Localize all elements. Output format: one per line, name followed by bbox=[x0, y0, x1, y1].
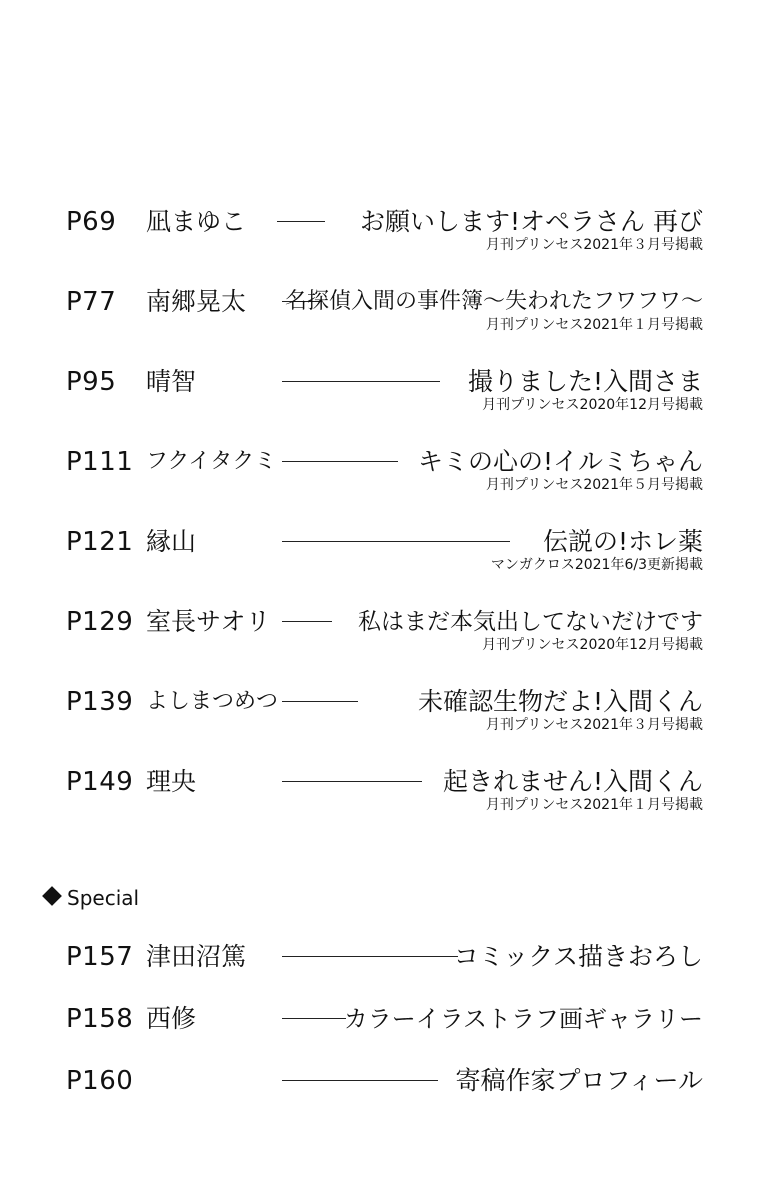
page-number: P77 bbox=[66, 287, 117, 317]
story-title: 未確認生物だよ!入間くん bbox=[417, 687, 703, 716]
page-number: P157 bbox=[66, 942, 134, 972]
story-title: 撮りました!入間さま bbox=[467, 367, 703, 396]
leader-line bbox=[282, 541, 510, 542]
author-name: フクイタクミ bbox=[146, 449, 277, 474]
author-name: 晴智 bbox=[146, 367, 197, 396]
publication-note: 月刊プリンセス2020年12月号掲載 bbox=[482, 397, 703, 413]
story-title: コミックス描きおろし bbox=[453, 942, 703, 971]
page-number: P158 bbox=[66, 1004, 134, 1034]
author-name: 縁山 bbox=[146, 527, 197, 556]
toc-entry bbox=[0, 687, 777, 767]
special-label: Special bbox=[67, 886, 140, 910]
page-number: P111 bbox=[66, 447, 134, 477]
author-name: 理央 bbox=[146, 767, 197, 796]
publication-note: 月刊プリンセス2021年３月号掲載 bbox=[485, 237, 703, 253]
special-section-heading bbox=[40, 884, 139, 912]
leader-line bbox=[282, 781, 422, 782]
author-name: よしまつめつ bbox=[146, 689, 279, 714]
publication-note: 月刊プリンセス2021年１月号掲載 bbox=[485, 797, 703, 813]
author-name: 西修 bbox=[146, 1004, 197, 1033]
story-title: キミの心の!イルミちゃん bbox=[417, 447, 703, 476]
leader-line bbox=[282, 1018, 346, 1019]
publication-note: マンガクロス2021年6/3更新掲載 bbox=[490, 557, 703, 573]
leader-line bbox=[282, 1080, 438, 1081]
page-number: P69 bbox=[66, 207, 117, 237]
publication-note: 月刊プリンセス2021年１月号掲載 bbox=[485, 317, 703, 333]
toc-entry bbox=[0, 447, 777, 527]
story-title: 名探偵入間の事件簿～失われたフワフワ～ bbox=[284, 289, 703, 314]
special-entry bbox=[0, 1066, 777, 1146]
toc-entry bbox=[0, 527, 777, 607]
diamond-icon bbox=[42, 886, 62, 906]
page-number: P149 bbox=[66, 767, 134, 797]
author-name: 凪まゆこ bbox=[146, 207, 247, 236]
page-number: P95 bbox=[66, 367, 117, 397]
page-number: P139 bbox=[66, 687, 134, 717]
story-title: 寄稿作家プロフィール bbox=[455, 1066, 703, 1095]
toc-entry bbox=[0, 767, 777, 847]
story-title: 私はまだ本気出してないだけです bbox=[358, 609, 703, 635]
story-title: お願いします!オペラさん 再び bbox=[360, 207, 703, 236]
toc-entry bbox=[0, 607, 777, 687]
publication-note: 月刊プリンセス2020年12月号掲載 bbox=[482, 637, 703, 653]
page-number: P129 bbox=[66, 607, 134, 637]
author-name: 南郷晃太 bbox=[146, 287, 247, 316]
story-title: 伝説の!ホレ薬 bbox=[542, 527, 703, 556]
story-title: カラーイラストラフ画ギャラリー bbox=[343, 1005, 703, 1033]
leader-line bbox=[282, 701, 358, 702]
publication-note: 月刊プリンセス2021年５月号掲載 bbox=[485, 477, 703, 493]
story-title: 起きれません!入間くん bbox=[442, 767, 703, 796]
leader-line bbox=[282, 621, 332, 622]
leader-line bbox=[282, 956, 458, 957]
page-number: P121 bbox=[66, 527, 134, 557]
author-name: 津田沼篤 bbox=[146, 942, 247, 971]
leader-line bbox=[282, 461, 398, 462]
toc-entry bbox=[0, 287, 777, 367]
leader-line bbox=[282, 381, 440, 382]
publication-note: 月刊プリンセス2021年３月号掲載 bbox=[485, 717, 703, 733]
page-number: P160 bbox=[66, 1066, 134, 1096]
author-name: 室長サオリ bbox=[146, 607, 271, 636]
toc-entry bbox=[0, 207, 777, 287]
toc-entry bbox=[0, 367, 777, 447]
leader-line bbox=[277, 221, 325, 222]
